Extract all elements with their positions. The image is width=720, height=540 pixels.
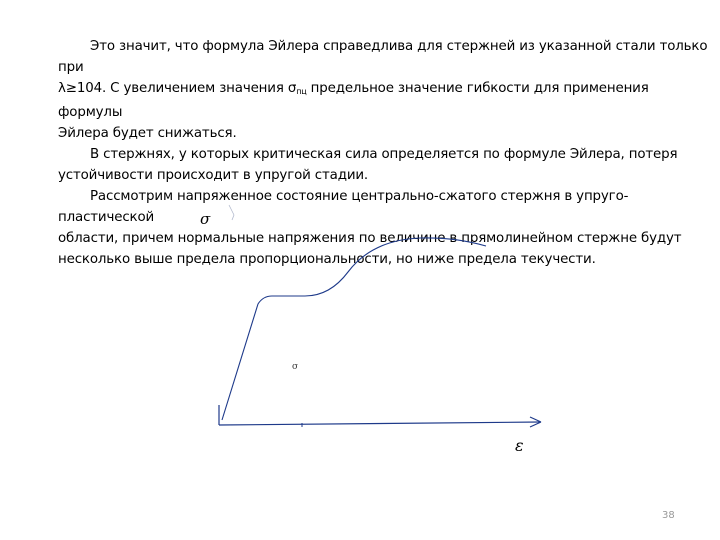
x-axis-arrow-top: [530, 417, 541, 422]
page-number: 38: [662, 510, 675, 521]
paragraph-3-line-2: области, причем нормальные напряжения по величине в прямолинейном стержне будут: [58, 231, 682, 246]
paragraph-1-line-1: Это значит, что формула Эйлера справедлива для стержней из указанной стали только при: [58, 39, 708, 75]
paragraph-1-line-2: λ≥104. С увеличением значения σ: [58, 81, 297, 96]
x-axis: [219, 422, 540, 425]
paragraph-1-line-3: Эйлера будет снижаться.: [58, 126, 237, 141]
paragraph-3-line-3: несколько выше предела пропорциональности, но ниже предела текучести.: [58, 252, 596, 267]
paragraph-1-line-2b: предельное значение гибкости для применения формулы: [58, 81, 649, 120]
x-axis-arrow-bottom: [530, 422, 541, 427]
sigma-subscript: пц: [296, 87, 307, 96]
x-axis-label: ε: [515, 436, 524, 455]
inner-sigma-label: σ: [292, 362, 299, 372]
stress-strain-curve: [222, 238, 486, 420]
y-axis-arrow: [229, 205, 234, 215]
y-axis-label: σ: [200, 210, 211, 228]
paragraph-2-line-1: В стержнях, у которых критическая сила определяется по формуле Эйлера, потеря: [90, 147, 678, 162]
y-axis-arrow-right: [232, 215, 234, 220]
paragraph-3-line-1: Рассмотрим напряженное состояние центрально-сжатого стержня в упруго-пластической: [58, 189, 629, 225]
paragraph-2-line-2: устойчивости происходит в упругой стадии.: [58, 168, 369, 183]
